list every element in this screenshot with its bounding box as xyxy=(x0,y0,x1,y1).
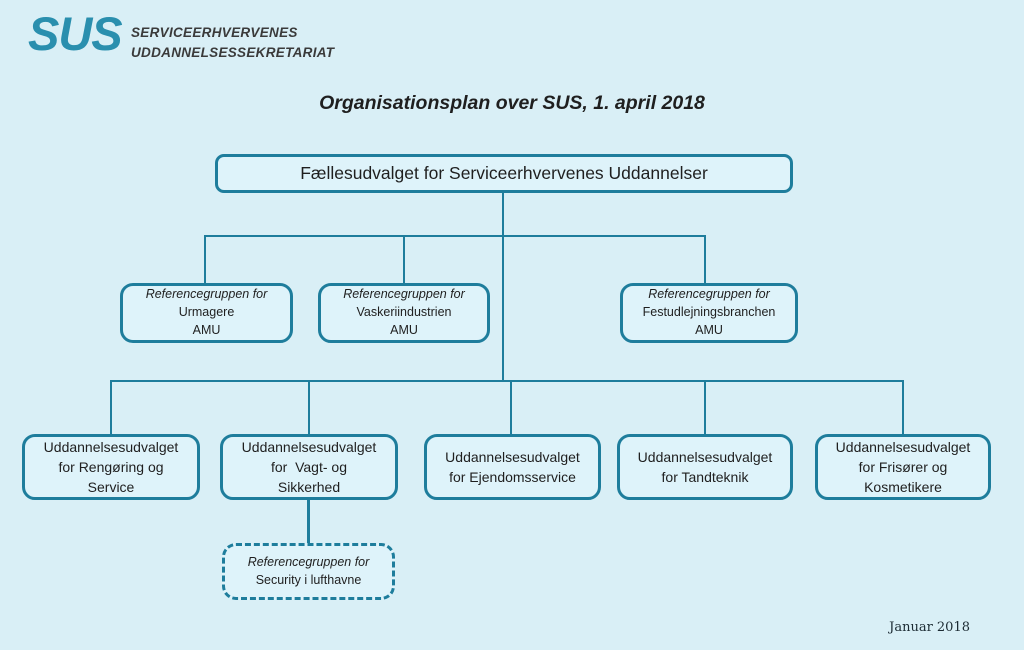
logo-subtitle-line1: SERVICEERHVERVENES xyxy=(131,25,298,40)
connector-ejendomsservice xyxy=(510,380,512,435)
node-faellesudvalget xyxy=(215,154,793,193)
node-label-line2: for Ejendomsservice xyxy=(449,469,576,485)
sus-logo: SUS xyxy=(28,7,122,60)
node-label-line3: Sikkerhed xyxy=(277,479,341,496)
node-label-line2: for Tandteknik xyxy=(661,469,749,485)
node-udvalg-tandteknik xyxy=(617,434,793,500)
connector-urmagere xyxy=(204,235,206,283)
node-label-line3: Service xyxy=(87,479,135,496)
node-label-line2: for Frisører og xyxy=(858,458,948,475)
node-label-line1: Referencegruppen for xyxy=(247,554,370,569)
node-label-line3: AMU xyxy=(695,322,723,337)
footer-date: Januar 2018 xyxy=(889,620,970,635)
node-referencegruppe-vaskeriindustrien xyxy=(318,283,490,343)
node-label-line1: Uddannelsesudvalget xyxy=(43,438,179,455)
node-referencegruppe-urmagere xyxy=(120,283,293,343)
connector-vaskeriindustrien xyxy=(403,235,405,283)
node-label-line1: Referencegruppen for xyxy=(145,287,268,302)
node-label-line1: Referencegruppen for xyxy=(648,287,770,302)
node-label-line2: for Rengøring og xyxy=(58,458,164,475)
connector-frisorer xyxy=(902,380,904,435)
node-referencegruppe-festudlejning xyxy=(620,283,798,343)
node-label-line2: Security i lufthavne xyxy=(255,572,362,587)
connector-festudlejning xyxy=(704,235,706,283)
node-label-line1: Uddannelsesudvalget xyxy=(835,438,971,455)
node-label: Fællesudvalget for Serviceerhvervenes Uddannelser xyxy=(300,163,708,183)
node-udvalg-ejendomsservice xyxy=(424,434,601,500)
logo-subtitle-line2: UDDANNELSESSEKRETARIAT xyxy=(131,44,335,60)
node-label-line1: Uddannelsesudvalget xyxy=(241,438,377,455)
connector-reference-horizontal xyxy=(204,235,706,237)
node-udvalg-rengoring-service xyxy=(22,434,200,500)
node-label-line2: Festudlejningsbranchen xyxy=(642,305,776,320)
connector-root-vertical xyxy=(502,192,504,236)
page-title: Organisationsplan over SUS, 1. april 2018 xyxy=(319,92,705,114)
connector-security xyxy=(307,499,310,544)
connector-center-vertical xyxy=(502,235,504,381)
logo-subtitle xyxy=(131,23,334,62)
node-label-line2: Urmagere xyxy=(178,305,235,320)
node-label-line1: Referencegruppen for xyxy=(343,287,465,302)
node-label-line1: Uddannelsesudvalget xyxy=(445,448,580,465)
node-label-line3: Kosmetikere xyxy=(864,479,942,496)
connector-committee-horizontal xyxy=(110,380,904,382)
node-label-line2: Vaskeriindustrien xyxy=(356,305,452,320)
connector-rengoring xyxy=(110,380,112,435)
node-label-line1: Uddannelsesudvalget xyxy=(637,448,773,465)
node-referencegruppe-security-lufthavne xyxy=(222,543,395,600)
node-label-line3: AMU xyxy=(192,322,221,337)
node-udvalg-frisorer-kosmetikere xyxy=(815,434,991,500)
connector-tandteknik xyxy=(704,380,706,435)
node-label-line2: for Vagt- og xyxy=(270,458,347,475)
connector-vagt xyxy=(308,380,310,435)
node-udvalg-vagt-sikkerhed xyxy=(220,434,398,500)
node-label-line3: AMU xyxy=(390,322,418,337)
